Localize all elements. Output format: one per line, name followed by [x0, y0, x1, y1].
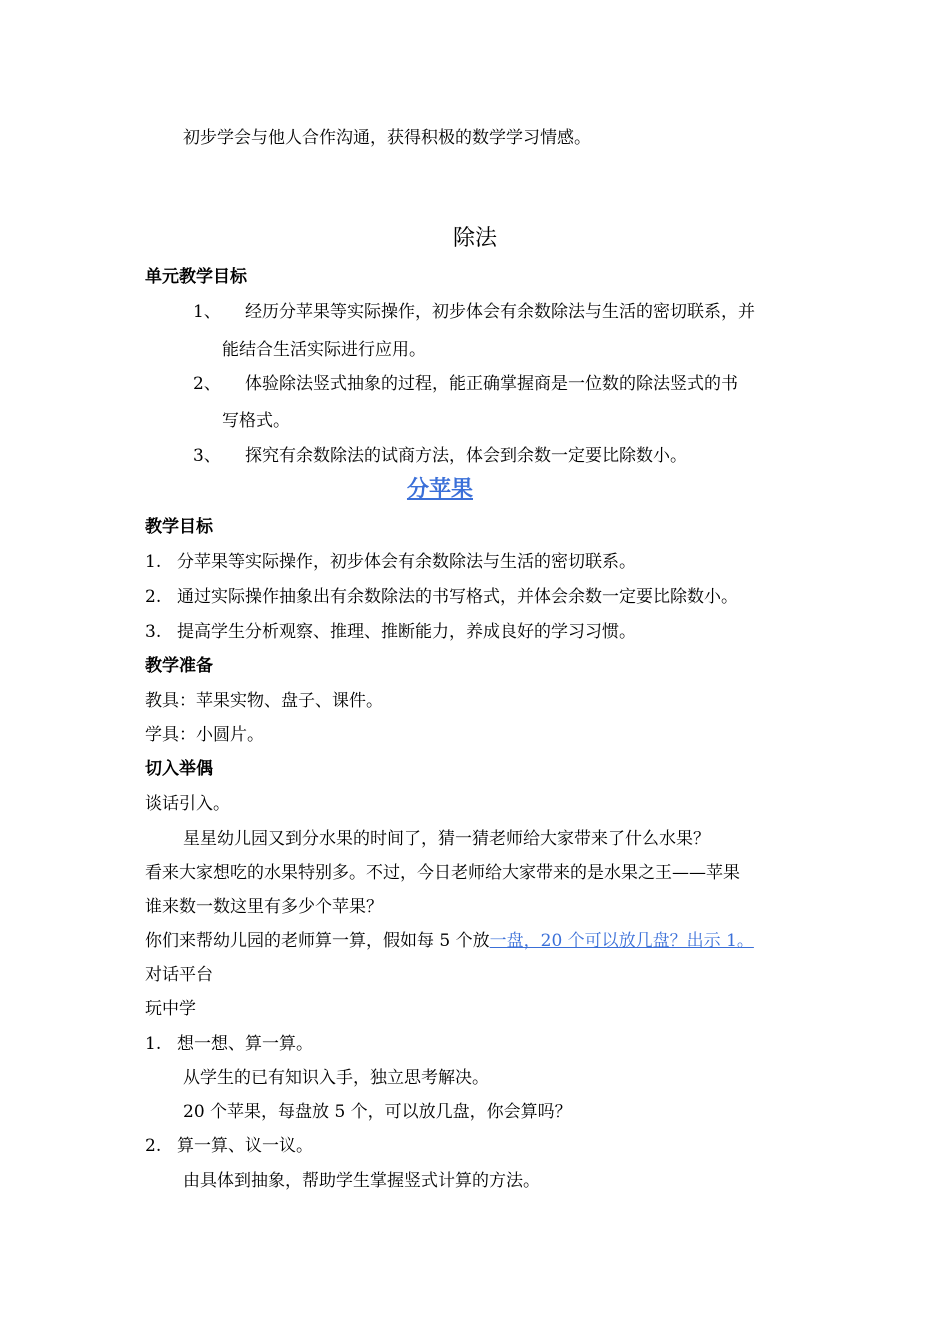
teaching-goal-1	[145, 551, 636, 573]
unit-goal-3-num: 3、	[193, 446, 221, 466]
unit-goal-2-line1: 体验除法竖式抽象的过程，能正确掌握商是一位数的除法竖式的书	[245, 374, 738, 394]
preparation-teacher: 教具：苹果实物、盘子、课件。	[145, 691, 383, 711]
dialog-item-1-text: 想一想、算一算。	[177, 1034, 313, 1054]
intro-paragraph-2: 看来大家想吃的水果特别多。不过，今日老师给大家带来的是水果之王——苹果	[145, 863, 740, 883]
dialog-item-2-line-1: 由具体到抽象，帮助学生掌握竖式计算的方法。	[183, 1171, 540, 1191]
dialog-item-2-text: 算一算、议一议。	[177, 1136, 313, 1156]
dialog-heading: 对话平台	[145, 965, 213, 985]
intro-paragraph-3: 谁来数一数这里有多少个苹果？	[145, 897, 383, 917]
intro-paragraph-4	[145, 930, 754, 952]
intro-section-sub: 谈话引入。	[145, 794, 230, 814]
teaching-goal-1-num: 1.	[145, 552, 162, 572]
unit-goal-1	[193, 301, 755, 323]
dialog-item-1-num: 1.	[145, 1034, 162, 1054]
teaching-goals-heading: 教学目标	[145, 517, 213, 537]
unit-goal-1-line2: 能结合生活实际进行应用。	[222, 340, 426, 360]
teaching-goal-2	[145, 586, 738, 608]
dialog-item-1	[145, 1033, 313, 1055]
intro-paragraph-4-text: 你们来帮幼儿园的老师算一算，假如每 5 个放	[145, 931, 490, 951]
unit-goal-2-num: 2、	[193, 374, 221, 394]
intro-paragraph-1: 星星幼儿园又到分水果的时间了，猜一猜老师给大家带来了什么水果？	[183, 829, 710, 849]
preparation-student: 学具：小圆片。	[145, 725, 264, 745]
unit-goals-heading: 单元教学目标	[145, 267, 247, 287]
dialog-item-2	[145, 1135, 313, 1157]
intro-section-heading: 切入举偶	[145, 759, 213, 779]
teaching-goal-1-text: 分苹果等实际操作，初步体会有余数除法与生活的密切联系。	[177, 552, 636, 572]
teaching-goal-3-num: 3.	[145, 622, 162, 642]
teaching-goal-3	[145, 621, 636, 643]
teaching-goal-2-num: 2.	[145, 587, 162, 607]
teaching-goal-2-text: 通过实际操作抽象出有余数除法的书写格式，并体会余数一定要比除数小。	[177, 587, 738, 607]
intro-line: 初步学会与他人合作沟通，获得积极的数学学习情感。	[183, 128, 591, 148]
intro-paragraph-4-link[interactable]: 一盘，20 个可以放几盘？出示 1。	[489, 931, 754, 951]
preparation-heading: 教学准备	[145, 656, 213, 676]
unit-goal-3-line1: 探究有余数除法的试商方法，体会到余数一定要比除数小。	[245, 446, 687, 466]
dialog-item-1-line-1: 从学生的已有知识入手，独立思考解决。	[183, 1068, 489, 1088]
unit-goal-3	[193, 445, 687, 467]
unit-goal-2	[193, 373, 738, 395]
lesson-title-link[interactable]: 分苹果	[406, 477, 473, 502]
dialog-item-1-line-2: 20 个苹果，每盘放 5 个，可以放几盘，你会算吗？	[183, 1102, 572, 1122]
dialog-sub: 玩中学	[145, 999, 196, 1019]
chapter-title: 除法	[452, 226, 497, 251]
dialog-item-2-num: 2.	[145, 1136, 162, 1156]
unit-goal-2-line2: 写格式。	[222, 411, 290, 431]
teaching-goal-3-text: 提高学生分析观察、推理、推断能力，养成良好的学习习惯。	[177, 622, 636, 642]
unit-goal-1-num: 1、	[193, 302, 221, 322]
unit-goal-1-line1: 经历分苹果等实际操作，初步体会有余数除法与生活的密切联系，并	[245, 302, 755, 322]
